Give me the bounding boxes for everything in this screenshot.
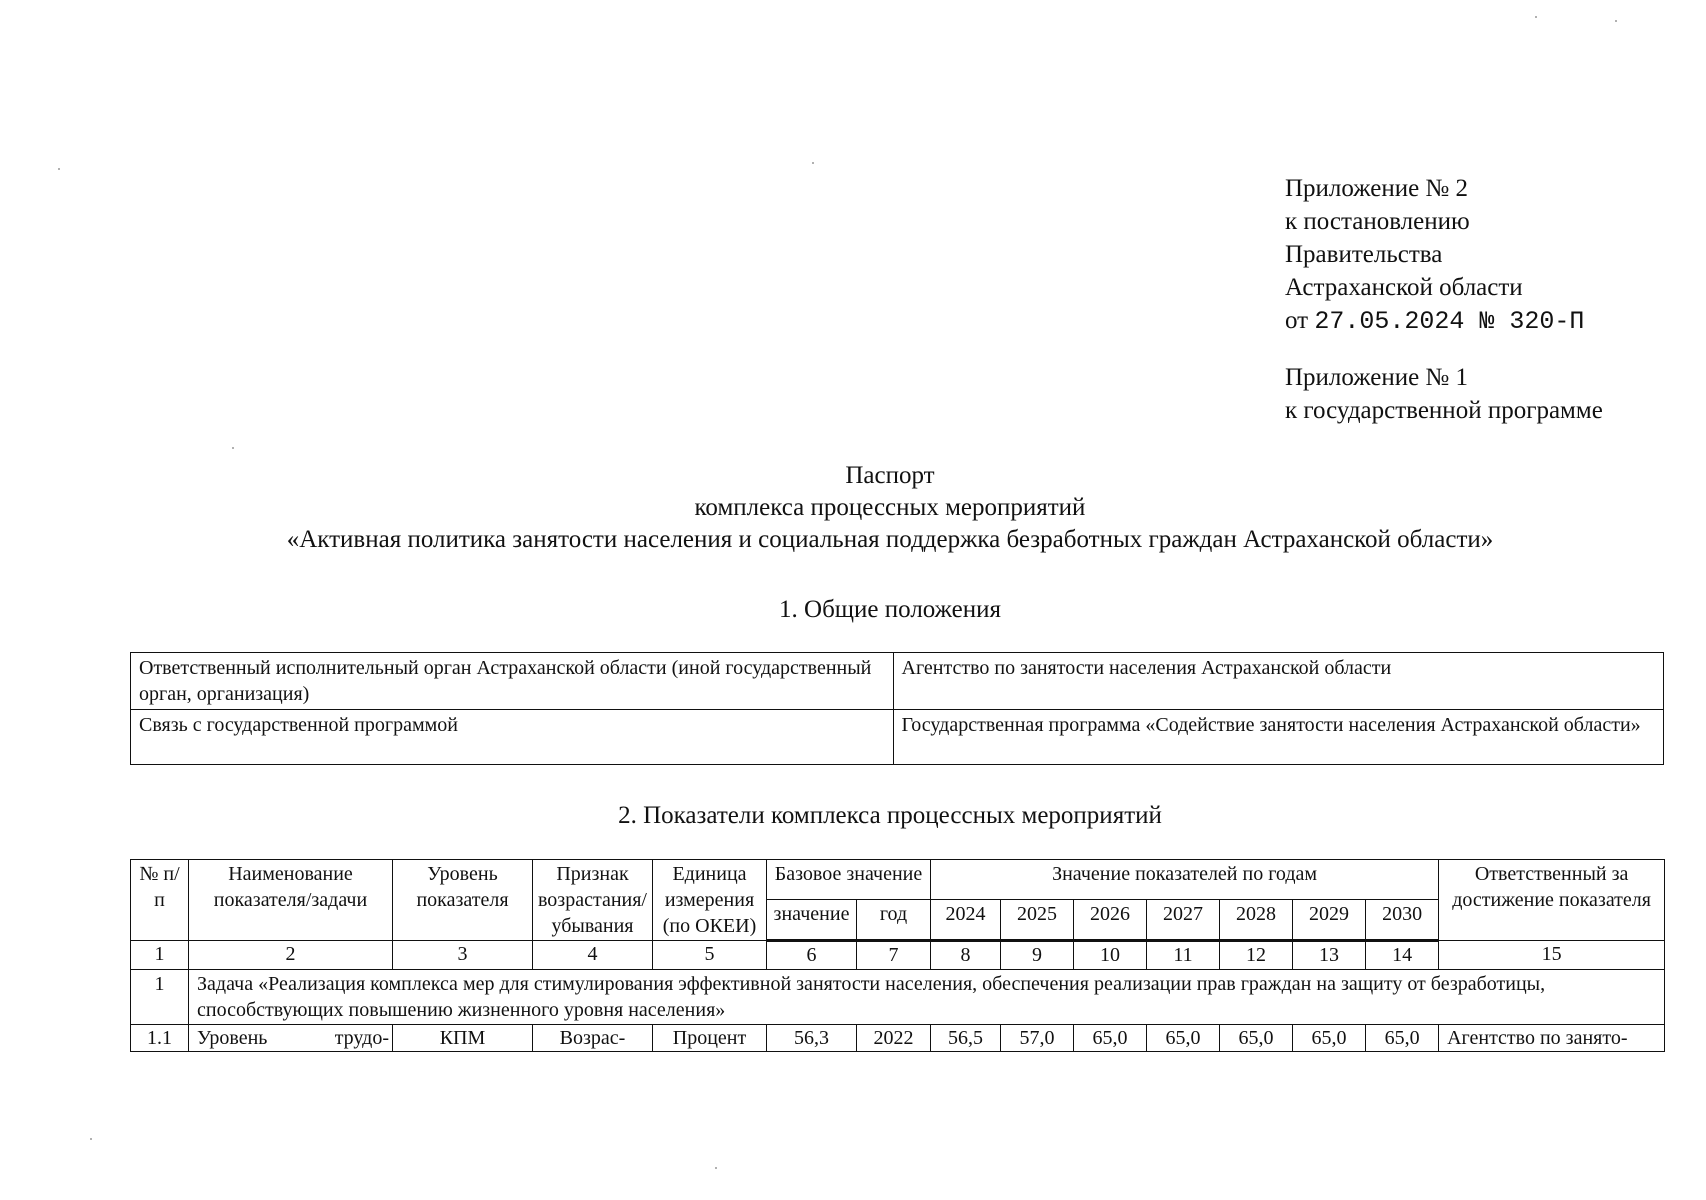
- header-num: № п/п: [131, 860, 189, 941]
- date-stamp: 27.05.2024 № 320-П: [1314, 307, 1585, 336]
- section-heading: 1. Общие положения: [779, 596, 1001, 623]
- annex-line: Приложение № 2: [1285, 175, 1469, 202]
- row-value: 65,0: [1147, 1025, 1220, 1052]
- header-base-value: значение: [767, 899, 857, 940]
- row-responsible: Агентство по занято-: [1439, 1025, 1665, 1052]
- column-number: 2: [189, 941, 393, 970]
- annex-block-resolution: [1285, 172, 1584, 338]
- column-number: 1: [131, 941, 189, 970]
- annex-date-line: [1285, 304, 1584, 338]
- header-year: 2030: [1366, 899, 1439, 940]
- row-value: 56,5: [931, 1025, 1001, 1052]
- table-header-row: [131, 860, 1665, 900]
- row-sign: Возрас-: [533, 1025, 653, 1052]
- scan-speck: [1615, 20, 1617, 22]
- header-unit: Единица измерения (по ОКЕИ): [653, 860, 767, 941]
- row-value: 65,0: [1293, 1025, 1366, 1052]
- scan-speck: [90, 1138, 92, 1140]
- table-cell-value: Государственная программа «Содействие занятости населения Астраханской области»: [893, 710, 1664, 765]
- row-value: 65,0: [1074, 1025, 1147, 1052]
- scan-speck: [232, 447, 234, 449]
- table-cell-label: Связь с государственной программой: [131, 710, 894, 765]
- annex-block-program: [1285, 361, 1603, 427]
- row-value: 65,0: [1220, 1025, 1293, 1052]
- row-value: 57,0: [1001, 1025, 1074, 1052]
- column-number: 10: [1074, 941, 1147, 970]
- column-number: 14: [1366, 941, 1439, 970]
- column-number: 5: [653, 941, 767, 970]
- indicators-table: [130, 859, 1665, 1052]
- row-name: Уровень трудо-: [189, 1025, 393, 1052]
- task-num: 1: [131, 970, 189, 1025]
- header-base: Базовое значение: [767, 860, 931, 900]
- header-year: 2028: [1220, 899, 1293, 940]
- annex-line: Астраханской области: [1285, 274, 1523, 301]
- section-heading: 2. Показатели комплекса процессных мероприятий: [618, 802, 1162, 829]
- annex-line: к государственной программе: [1285, 397, 1603, 424]
- title-line: Паспорт: [845, 462, 935, 489]
- scan-speck: [58, 168, 60, 170]
- column-number: 13: [1293, 941, 1366, 970]
- column-number: 9: [1001, 941, 1074, 970]
- table-row: [131, 710, 1664, 765]
- general-provisions-table: [130, 652, 1664, 765]
- column-number: 11: [1147, 941, 1220, 970]
- header-year: 2024: [931, 899, 1001, 940]
- column-number: 7: [857, 941, 931, 970]
- header-years-group: Значение показателей по годам: [931, 860, 1439, 900]
- header-base-year: год: [857, 899, 931, 940]
- annex-line: к постановлению: [1285, 208, 1470, 235]
- header-level: Уровень показателя: [393, 860, 533, 941]
- row-base-value: 56,3: [767, 1025, 857, 1052]
- row-value: 65,0: [1366, 1025, 1439, 1052]
- column-number: 15: [1439, 941, 1665, 970]
- header-year: 2025: [1001, 899, 1074, 940]
- column-number: 8: [931, 941, 1001, 970]
- header-responsible: Ответственный за достижение показателя: [1439, 860, 1665, 941]
- table-cell-label: Ответственный исполнительный орган Астраханской области (иной государственный орган, организация): [131, 653, 894, 710]
- title-line: комплекса процессных мероприятий: [694, 494, 1086, 521]
- table-cell-value: Агентство по занятости населения Астраханской области: [893, 653, 1664, 710]
- annex-line: Приложение № 1: [1285, 364, 1469, 391]
- header-year: 2026: [1074, 899, 1147, 940]
- column-number: 6: [767, 941, 857, 970]
- column-number: 3: [393, 941, 533, 970]
- header-year: 2027: [1147, 899, 1220, 940]
- task-row: [131, 970, 1665, 1025]
- column-number: 4: [533, 941, 653, 970]
- header-sign: Признак возрастания/ убывания: [533, 860, 653, 941]
- row-unit: Процент: [653, 1025, 767, 1052]
- row-level: КПМ: [393, 1025, 533, 1052]
- annex-line: Правительства: [1285, 241, 1443, 268]
- date-prefix: от: [1285, 307, 1309, 334]
- row-base-year: 2022: [857, 1025, 931, 1052]
- header-year: 2029: [1293, 899, 1366, 940]
- column-number-row: [131, 941, 1665, 970]
- document-title: [130, 460, 1650, 556]
- scan-speck: [812, 162, 814, 164]
- column-number: 12: [1220, 941, 1293, 970]
- scan-speck: [1535, 16, 1537, 18]
- scan-speck: [715, 1167, 717, 1169]
- table-row: [131, 1025, 1665, 1052]
- task-text: Задача «Реализация комплекса мер для стимулирования эффективной занятости населения, обеспечения реализации прав граждан на защиту от безработицы, способствующих повышению жизненного уровня населения»: [189, 970, 1665, 1025]
- title-line: «Активная политика занятости населения и социальная поддержка безработных граждан Астраханской области»: [286, 526, 1494, 553]
- row-num: 1.1: [131, 1025, 189, 1052]
- table-row: [131, 653, 1664, 710]
- header-name: Наименование показателя/задачи: [189, 860, 393, 941]
